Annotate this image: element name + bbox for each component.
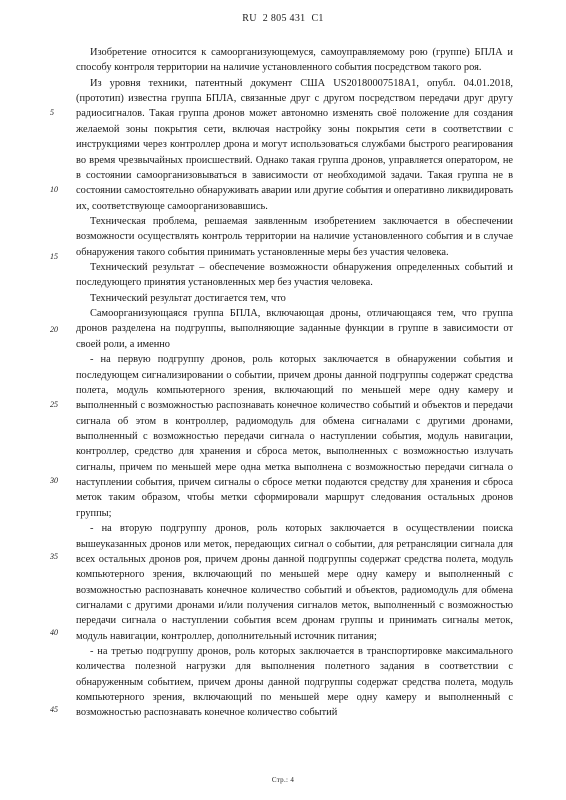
line-number: 10 [50,185,58,194]
line-number: 45 [50,705,58,714]
paragraph-technical-result: Технический результат – обеспечение возможности обнаружения определенных событий и последующего принятия установленных мер без участия человека. [76,262,513,289]
line-number: 35 [50,552,58,561]
line-number: 30 [50,476,58,485]
country-code: RU [242,13,257,24]
page-footer: Стр.: 4 [271,776,295,784]
line-number: 40 [50,628,58,637]
patent-header [0,13,566,24]
paragraph-field-of-invention: Изобретение относится к самоорганизующемуся, самоуправляемому рою (группе) БПЛА и способу контроля территории на наличие установленного события посредством такого роя. [76,47,513,74]
line-number: 15 [50,252,58,261]
line-number: 5 [50,108,54,117]
line-number: 20 [50,325,58,334]
kind-code: C1 [311,13,324,24]
paragraph-prior-art: Из уровня техники, патентный документ США US20180007518A1, опубл. 04.01.2018, (прототип) известна группа БПЛА, связанные друг с другом посредством передачи друг другу радиосигналов. Такая группа дронов может автономно изменять своё положение для создания желаемой зоны покрытия сети, включая настройку зоны покрытия сети в соответствии с инструкциями через контроллер дрона и могут использоваться службами быстрого реагирования во время чрезвычайных происшествий. Однако такая группа дронов, управляется оператором, не в состоянии самоорганизовываться в зависимости от необходимой задачи. Такая группа не в состоянии самостоятельно обнаруживать аварии или другие события и оперативно ликвидировать их, соответствующе самоорганизовавшись. [76,77,513,212]
paragraph-second-subgroup: - на вторую подгруппу дронов, роль которых заключается в осуществлении поиска вышеуказанных дронов или меток, передающих сигнал о событии, для ретрансляции сигнала для всех остальных дронов роя, причем дроны данной подгруппы содержат средства полета, модуль компьютерного зрения, включающий по меньшей мере одну камеру и выполненный с возможностью распознавать конечное количество событий и объектов, радиомодуль для обмена сигналами с другими дронами и/или получения сигналов меток, выполненный с возможностью передачи сигнала о наступлении события всем дронам группы и принимать сигналы меток, модуль навигации, контроллер, дополнительный источник питания; [76,523,513,642]
line-number: 25 [50,400,58,409]
paragraph-third-subgroup: - на третью подгруппу дронов, роль которых заключается в транспортировке максимального количества полезной нагрузки для выполнения полетного задания в соответствии с обнаруженным событием, причем дроны данной подгруппы содержат средства полета, модуль компьютерного зрения, включающий по меньшей мере одну камеру и выполненный с возможностью распознавать конечное количество событий [76,646,513,719]
paragraph-technical-problem: Техническая проблема, решаемая заявленным изобретением заключается в обеспечении возможности осуществлять контроль территории на наличие установленного события и в случае обнаружения такого события принимать установленные меры без участия человека. [76,215,513,258]
paragraph-first-subgroup: - на первую подгруппу дронов, роль которых заключается в обнаружении события и последующем сигнализировании о событии, причем дроны данной подгруппы содержат средства полета, модуль компьютерного зрения, включающий по меньшей мере одну камеру и выполненный с возможностью распознавать конечное количество событий и объектов и передачи сигнала об этом в контроллер, радиомодуль для обмена сигналами с другими дронами, выполненный с возможностью передачи сигнала о наступлении события, модуль навигации, контроллер, средство для хранения и сброса меток, выполненных с возможностью излучать сигналы, причем по меньшей мере одна метка выполнена с возможностью передачи сигнала о наступлении события, причем сигналы о сбросе метки подаются средству для хранения и сброса меток таким образом, чтобы метки сформировали маршрут следования остальных дронов группы; [76,354,513,519]
paragraph-result-achieved: Технический результат достигается тем, что [90,292,286,304]
paragraph-claim-intro: Самоорганизующаяся группа БПЛА, включающая дроны, отличающаяся тем, что группа дронов разделена на подгруппы, выполняющие заданные функции в группе в зависимости от своей роли, а именно [76,308,513,350]
document-body [76,45,513,721]
patent-number: 2 805 431 [262,13,306,24]
